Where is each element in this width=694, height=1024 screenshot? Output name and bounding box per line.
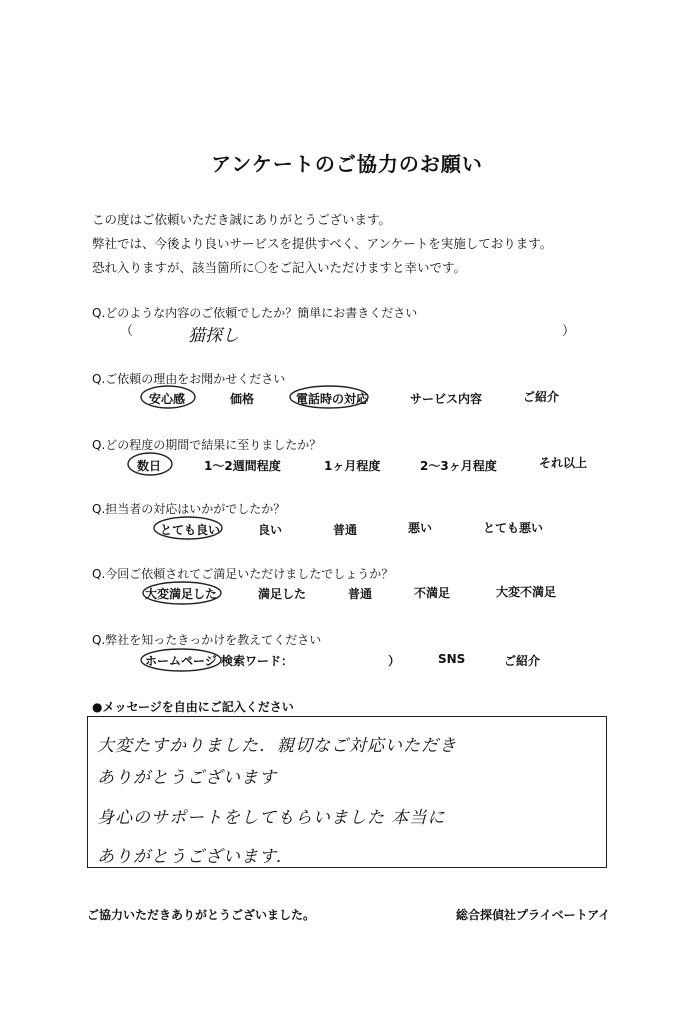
footer-thanks: ご協力いただきありがとうございました。 [87,908,316,922]
intro-line-2: 弊社では、今後より良いサービスを提供すべく、アンケートを実施しております。 [92,236,553,251]
question-2: Q.ご依頼の理由をお聞かせください [92,372,286,386]
q5-option-very-satisfied: 大変満足した [145,587,218,601]
message-label: ●メッセージを自由にご記入ください [92,700,294,714]
q4-option-very-bad: とても悪い [483,521,544,535]
message-line-4: ありがとうございます． [97,847,294,867]
q3-option-1-2-weeks: 1～2週間程度 [204,459,281,473]
q2-option-anshinkan: 安心感 [149,392,186,406]
question-5: Q.今回ご依頼されてご満足いただけましたでしょうか？ [92,567,394,581]
q6-option-homepage: ホームページ [145,654,217,668]
q5-option-very-unsatisfied: 大変不満足 [496,585,557,599]
q3-option-2-3-months: 2～3ヶ月程度 [420,459,497,473]
page-title: アンケートのご協力のお願い [211,152,483,176]
q2-option-referral: ご紹介 [523,390,560,404]
q2-option-price: 価格 [230,392,255,406]
question-4: Q.担当者の対応はいかがでしたか？ [92,502,286,516]
q5-option-satisfied: 満足した [258,587,307,601]
q1-handwritten-answer: 猫探し [188,326,239,346]
question-3: Q.どの程度の期間で結果に至りましたか？ [92,438,322,452]
q6-option-sns: SNS [438,652,466,666]
q6-option-search-word: 検索ワード： [221,654,294,668]
q1-close-paren: ） [562,324,576,339]
q6-close-paren: ） [388,654,401,668]
q2-option-service: サービス内容 [410,392,483,406]
q3-option-few-days: 数日 [137,459,162,473]
intro-line-1: この度はご依頼いただき誠にありがとうございます。 [92,212,392,227]
q4-option-very-good: とても良い [160,523,221,537]
q2-option-phone-response: 電話時の対応 [296,392,369,406]
q3-option-1-month: 1ヶ月程度 [324,459,381,473]
q5-option-average: 普通 [348,587,373,601]
question-1: Q.どのような内容のご依頼でしたか？簡単にお書きください [92,306,418,320]
intro-line-3: 恐れ入りますが、該当箇所に〇をご記入いただけますと幸いです。 [92,260,467,275]
footer-company: 総合探偵社プライベートアイ [456,908,611,922]
q3-option-longer: それ以上 [539,456,588,470]
q6-option-referral: ご紹介 [504,654,541,668]
q5-option-unsatisfied: 不満足 [414,586,451,600]
question-6: Q.弊社を知ったきっかけを教えてください [92,633,322,647]
message-line-3: 身心のサポートをしてもらいました 本当に [97,808,446,828]
q1-open-paren: （ [120,324,134,339]
q4-option-good: 良い [258,523,283,537]
message-line-1: 大変たすかりました．親切なご対応いただき [97,736,457,756]
q4-option-average: 普通 [333,523,358,537]
message-line-2: ありがとうございます [97,768,277,788]
q4-option-bad: 悪い [408,521,433,535]
